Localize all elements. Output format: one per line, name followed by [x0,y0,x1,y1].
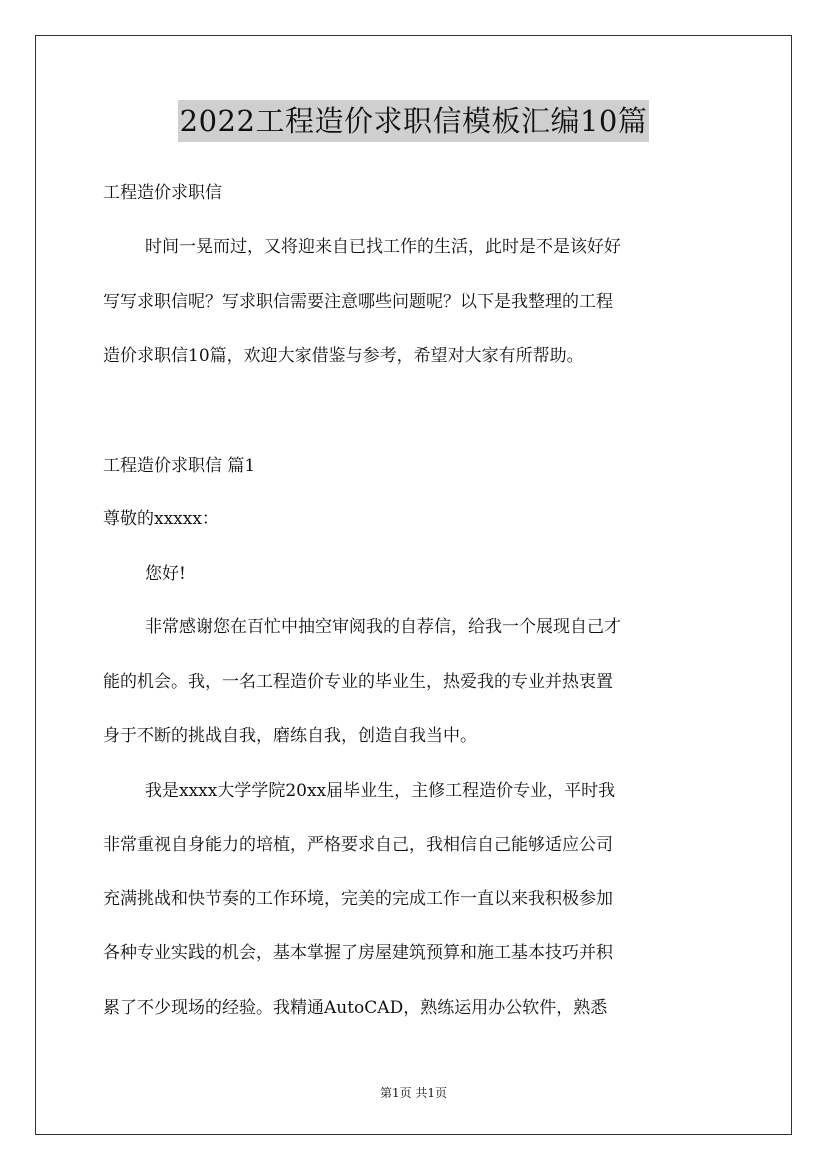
paragraph2-line-2: 非常重视自身能力的培植，严格要求自己，我相信自己能够适应公司 [103,835,613,855]
page-footer: 第1页 共1页 [379,1086,448,1100]
paragraph2-line-1: 我是xxxx大学学院20xx届毕业生，主修工程造价专业，平时我 [145,781,616,801]
letter-heading: 工程造价求职信 篇1 [103,456,256,476]
section-heading: 工程造价求职信 [103,183,222,203]
paragraph2-line-4: 各种专业实践的机会，基本掌握了房屋建筑预算和施工基本技巧并积 [103,943,613,963]
title-container [0,100,827,142]
document-title: 2022工程造价求职信模板汇编10篇 [178,100,650,142]
intro-line-3: 造价求职信10篇，欢迎大家借鉴与参考，希望对大家有所帮助。 [103,346,584,366]
intro-line-2: 写写求职信呢？写求职信需要注意哪些问题呢？以下是我整理的工程 [103,292,613,312]
paragraph2-line-5: 累了不少现场的经验。我精通AutoCAD，熟练运用办公软件，熟悉 [103,998,608,1018]
salutation: 尊敬的xxxxx： [103,509,219,529]
paragraph2-line-3: 充满挑战和快节奏的工作环境，完美的完成工作一直以来我积极参加 [103,889,613,909]
greeting: 您好! [145,564,186,584]
paragraph1-line-2: 能的机会。我，一名工程造价专业的毕业生，热爱我的专业并热衷置 [103,672,613,692]
paragraph1-line-1: 非常感谢您在百忙中抽空审阅我的自荐信，给我一个展现自己才 [145,617,621,637]
intro-line-1: 时间一晃而过，又将迎来自已找工作的生活，此时是不是该好好 [145,237,621,257]
paragraph1-line-3: 身于不断的挑战自我，磨练自我，创造自我当中。 [103,726,477,746]
